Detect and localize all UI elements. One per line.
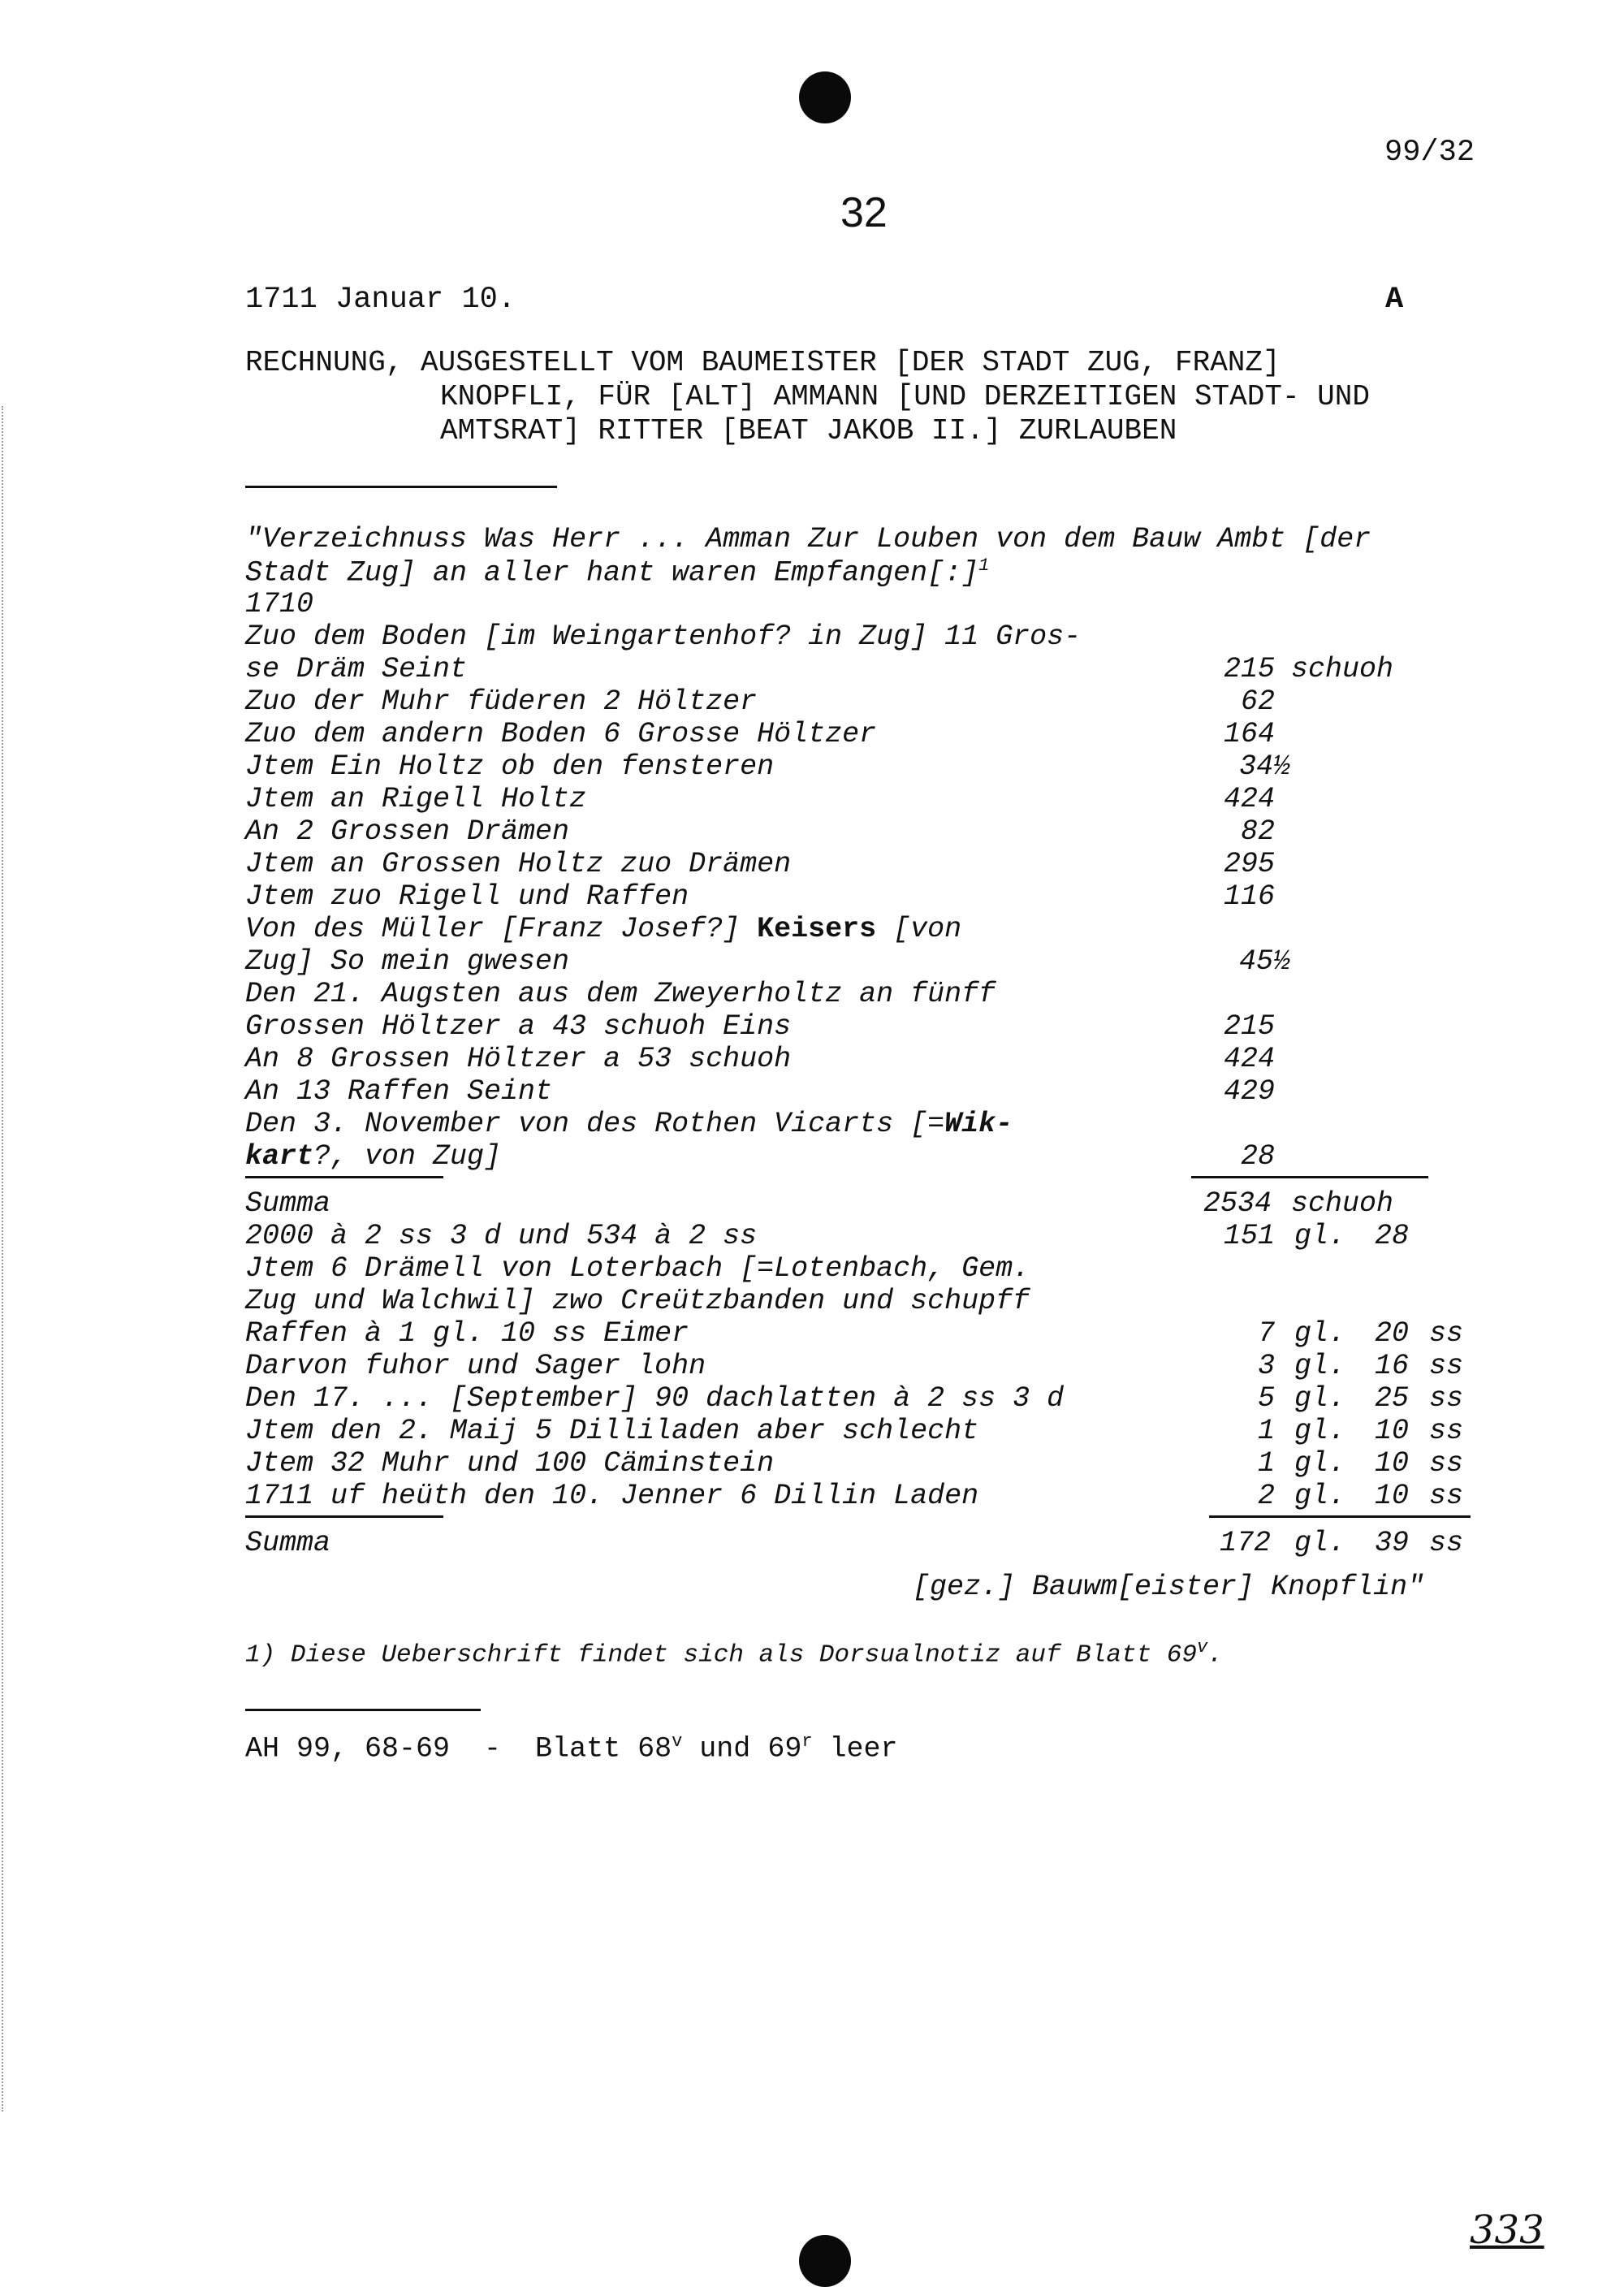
document-letter: A bbox=[1385, 283, 1404, 317]
title-line-2: KNOPFLI, FÜR [ALT] AMMANN [UND DERZEITIGEN STADT- UND bbox=[440, 380, 1370, 413]
conversion-gl: gl. bbox=[1294, 1220, 1346, 1252]
list-item: An 2 Grossen Drämen bbox=[245, 815, 570, 848]
bold-name: kart bbox=[245, 1140, 314, 1173]
list-item: Jtem an Grossen Holtz zuo Drämen bbox=[245, 848, 792, 880]
list-item: Jtem den 2. Maij 5 Dilliladen aber schlecht bbox=[245, 1415, 979, 1447]
cost-amount: 7 bbox=[1257, 1317, 1275, 1350]
cost-ss-unit: ss bbox=[1429, 1382, 1464, 1415]
cost-amount: 5 bbox=[1257, 1382, 1275, 1415]
cost-ss: 25 bbox=[1375, 1382, 1410, 1415]
cost-amount: 1 bbox=[1257, 1447, 1275, 1480]
cost-ss: 10 bbox=[1375, 1447, 1410, 1480]
list-amount: 429 bbox=[1223, 1075, 1275, 1108]
bold-name: Wik- bbox=[944, 1108, 1013, 1140]
list-item: Jtem 32 Muhr und 100 Cäminstein bbox=[245, 1447, 775, 1480]
document-date: 1711 Januar 10. bbox=[245, 283, 516, 317]
list-item: An 8 Grossen Höltzer a 53 schuoh bbox=[245, 1043, 792, 1075]
cost-ss-unit: ss bbox=[1429, 1447, 1464, 1480]
cost-amount: 3 bbox=[1257, 1350, 1275, 1382]
punch-hole-top bbox=[799, 71, 851, 123]
cost-gl: gl. bbox=[1294, 1317, 1346, 1350]
intro-line-2-text: Stadt Zug] an aller hant waren Empfangen[:] bbox=[245, 556, 979, 590]
scan-edge bbox=[2, 406, 10, 2112]
summa-gl: gl. bbox=[1294, 1527, 1346, 1559]
conversion-ss: 28 bbox=[1375, 1220, 1410, 1252]
list-item: Den 21. Augsten aus dem Zweyerholtz an fünff bbox=[245, 978, 996, 1010]
list-item: Jtem an Rigell Holtz bbox=[245, 783, 587, 815]
intro-line-2 bbox=[245, 555, 989, 590]
list-amount: 215 bbox=[1223, 1010, 1275, 1043]
cost-gl: gl. bbox=[1294, 1415, 1346, 1447]
bold-name: Keisers bbox=[757, 913, 877, 945]
archive-reference: 99/32 bbox=[1384, 136, 1475, 170]
list-item: Raffen à 1 gl. 10 ss Eimer bbox=[245, 1317, 689, 1350]
divider-summa2-right bbox=[1209, 1515, 1471, 1518]
list-item: Von des Müller [Franz Josef?] Keisers [von bbox=[245, 913, 962, 945]
list-item: Zug] So mein gwesen bbox=[245, 945, 570, 978]
cost-ss: 20 bbox=[1375, 1317, 1410, 1350]
list-amount: 424 bbox=[1223, 783, 1275, 815]
list-item: Jtem Ein Holtz ob den fensteren bbox=[245, 750, 775, 783]
list-amount: 295 bbox=[1223, 848, 1275, 880]
list-item: Zug und Walchwil] zwo Creützbanden und schupff bbox=[245, 1285, 1030, 1317]
source-reference: AH 99, 68-69 - Blatt 68$^v$ und 69$^r$ leer bbox=[245, 1731, 898, 1766]
list-item: se Dräm Seint bbox=[245, 653, 468, 685]
year-heading: 1710 bbox=[245, 588, 314, 620]
cost-ss: 16 bbox=[1375, 1350, 1410, 1382]
summa-amount: 2534 bbox=[1203, 1187, 1272, 1220]
cost-gl: gl. bbox=[1294, 1447, 1346, 1480]
conversion-text: 2000 à 2 ss 3 d und 534 à 2 ss bbox=[245, 1220, 758, 1252]
cost-gl: gl. bbox=[1294, 1480, 1346, 1512]
summa-ss-unit: ss bbox=[1429, 1527, 1464, 1559]
list-item: Jtem 6 Drämell von Loterbach [=Lotenbach, Gem. bbox=[245, 1252, 1030, 1285]
cost-ss-unit: ss bbox=[1429, 1415, 1464, 1447]
cost-gl: gl. bbox=[1294, 1350, 1346, 1382]
intro-line-1: "Verzeichnuss Was Herr ... Amman Zur Louben von dem Bauw Ambt [der bbox=[245, 523, 1371, 555]
list-amount: 164 bbox=[1223, 718, 1275, 750]
cost-ss-unit: ss bbox=[1429, 1350, 1464, 1382]
handwritten-page-number: 333 bbox=[1470, 2207, 1544, 2253]
conversion-amount: 151 bbox=[1223, 1220, 1275, 1252]
signature: [gez.] Bauwm[eister] Knopflin" bbox=[913, 1571, 1425, 1603]
cost-amount: 1 bbox=[1257, 1415, 1275, 1447]
summa-label: Summa bbox=[245, 1187, 331, 1220]
list-amount: 62 bbox=[1240, 685, 1275, 718]
list-amount: 116 bbox=[1223, 880, 1275, 913]
divider-summa1-left bbox=[245, 1176, 443, 1178]
cost-ss-unit: ss bbox=[1429, 1317, 1464, 1350]
list-amount: 28 bbox=[1240, 1140, 1275, 1173]
list-amount: 215 bbox=[1223, 653, 1275, 685]
intro-footnote-mark: 1 bbox=[978, 555, 990, 576]
cost-gl: gl. bbox=[1294, 1382, 1346, 1415]
summa-unit: schuoh bbox=[1291, 1187, 1394, 1220]
summa-label: Summa bbox=[245, 1527, 331, 1559]
list-item: Jtem zuo Rigell und Raffen bbox=[245, 880, 689, 913]
divider-footnote bbox=[245, 1709, 481, 1711]
footnote-text: Diese Ueberschrift findet sich als Dorsualnotiz auf Blatt 69 bbox=[290, 1640, 1198, 1670]
title-line-3: AMTSRAT] RITTER [BEAT JAKOB II.] ZURLAUBEN bbox=[440, 414, 1177, 447]
list-item: Zuo dem andern Boden 6 Grosse Höltzer bbox=[245, 718, 877, 750]
divider-summa2-left bbox=[245, 1515, 443, 1518]
list-amount: 82 bbox=[1240, 815, 1275, 848]
list-item: Den 3. November von des Rothen Vicarts [=Wik- bbox=[245, 1108, 1013, 1140]
list-item: 1711 uf heüth den 10. Jenner 6 Dillin Laden bbox=[245, 1480, 979, 1512]
divider-summa1-right bbox=[1191, 1176, 1428, 1178]
footnote-sup: v bbox=[1197, 1637, 1208, 1658]
list-item: kart?, von Zug] bbox=[245, 1140, 502, 1173]
list-item: Den 17. ... [September] 90 dachlatten à 2 ss 3 d bbox=[245, 1382, 1065, 1415]
footnote-mark: 1) bbox=[245, 1640, 276, 1670]
list-item: An 13 Raffen Seint bbox=[245, 1075, 553, 1108]
punch-hole-bottom bbox=[799, 2235, 851, 2287]
summa-ss: 39 bbox=[1375, 1527, 1410, 1559]
cost-ss: 10 bbox=[1375, 1480, 1410, 1512]
list-amount: 45½ bbox=[1239, 945, 1291, 978]
list-item: Zuo dem Boden [im Weingartenhof? in Zug] 11 Gros- bbox=[245, 620, 1082, 653]
summa-amount: 172 bbox=[1220, 1527, 1272, 1559]
list-unit: schuoh bbox=[1291, 653, 1394, 685]
title-line-1: RECHNUNG, AUSGESTELLT VOM BAUMEISTER [DER STADT ZUG, FRANZ] bbox=[245, 346, 1281, 379]
list-item: Zuo der Muhr füderen 2 Höltzer bbox=[245, 685, 758, 718]
document-number: 32 bbox=[840, 189, 888, 236]
list-item: Darvon fuhor und Sager lohn bbox=[245, 1350, 706, 1382]
cost-amount: 2 bbox=[1257, 1480, 1275, 1512]
cost-ss: 10 bbox=[1375, 1415, 1410, 1447]
divider-title bbox=[245, 486, 557, 488]
list-item: Grossen Höltzer a 43 schuoh Eins bbox=[245, 1010, 792, 1043]
list-amount: 34½ bbox=[1239, 750, 1291, 783]
cost-ss-unit: ss bbox=[1429, 1480, 1464, 1512]
list-amount: 424 bbox=[1223, 1043, 1275, 1075]
footnote: 1) Diese Ueberschrift findet sich als Dorsualnotiz auf Blatt 69$^v$. bbox=[245, 1637, 1223, 1670]
